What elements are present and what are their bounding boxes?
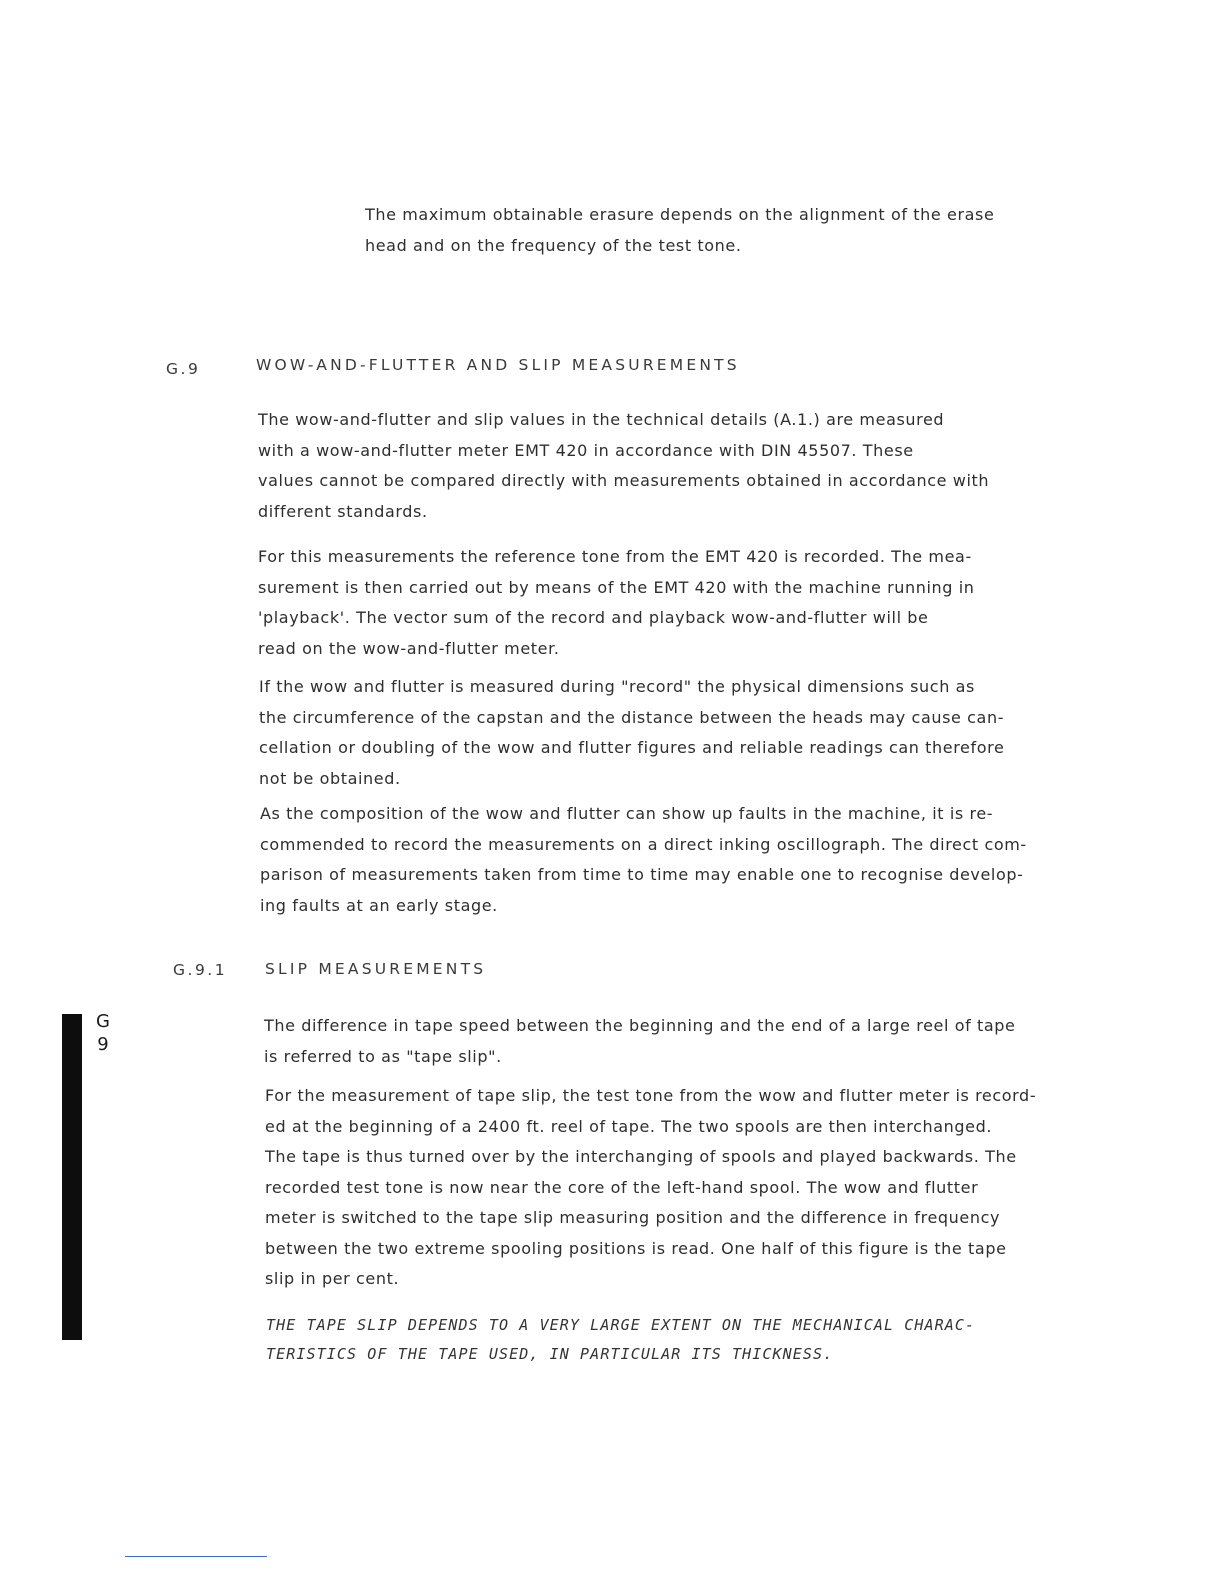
text-line: head and on the frequency of the test tone. [365, 235, 742, 255]
text-line: meter is switched to the tape slip measuring position and the difference in frequency [265, 1208, 1001, 1227]
body-paragraph [264, 1011, 1016, 1072]
intro-paragraph [365, 200, 1005, 261]
note-line: THE TAPE SLIP DEPENDS TO A VERY LARGE EXTENT ON THE MECHANICAL CHARAC- [266, 1316, 976, 1334]
text-line: between the two extreme spooling positions is read. One half of this figure is the tape [265, 1238, 1007, 1258]
text-line: 'playback'. The vector sum of the record and playback wow-and-flutter will be [258, 608, 929, 627]
section-heading: WOW-AND-FLUTTER AND SLIP MEASUREMENTS [256, 356, 740, 374]
text-line: The difference in tape speed between the beginning and the end of a large reel of tape [264, 1016, 1016, 1035]
text-line: For this measurements the reference tone from the EMT 420 is recorded. The mea- [258, 547, 972, 566]
text-line: is referred to as "tape slip". [264, 1046, 502, 1066]
note-line: TERISTICS OF THE TAPE USED, IN PARTICULAR ITS THICKNESS. [266, 1345, 834, 1363]
text-line: different standards. [258, 501, 428, 521]
text-line: parison of measurements taken from time to time may enable one to recognise develop- [260, 865, 1024, 884]
text-line: surement is then carried out by means of the EMT 420 with the machine running in [258, 577, 975, 597]
text-line: with a wow-and-flutter meter EMT 420 in accordance with DIN 45507. These [258, 440, 914, 460]
text-line: cellation or doubling of the wow and flutter figures and reliable readings can therefore [259, 738, 1005, 757]
footer-rule [125, 1556, 267, 1557]
text-line: If the wow and flutter is measured during "record" the physical dimensions such as [259, 677, 975, 696]
text-line: The wow-and-flutter and slip values in the technical details (A.1.) are measured [258, 410, 945, 429]
body-paragraph [258, 542, 998, 664]
text-line: ed at the beginning of a 2400 ft. reel of tape. The two spools are then interchanged. [265, 1116, 993, 1136]
section-number: G.9 [166, 360, 201, 378]
body-paragraph [259, 672, 1005, 794]
text-line: As the composition of the wow and flutter can show up faults in the machine, it is re- [260, 804, 994, 823]
text-line: not be obtained. [259, 768, 401, 788]
text-line: values cannot be compared directly with measurements obtained in accordance with [258, 471, 990, 490]
text-line: recorded test tone is now near the core of the left-hand spool. The wow and flutter [265, 1177, 979, 1197]
section-tab-letter: G [96, 1011, 110, 1032]
subsection-heading: SLIP MEASUREMENTS [265, 960, 487, 978]
subsection-number: G.9.1 [173, 961, 228, 979]
body-paragraph [258, 405, 998, 527]
text-line: For the measurement of tape slip, the test tone from the wow and flutter meter is record- [265, 1086, 1037, 1105]
warning-note [266, 1311, 1006, 1369]
text-line: The tape is thus turned over by the interchanging of spools and played backwards. The [265, 1147, 1017, 1166]
text-line: the circumference of the capstan and the distance between the heads may cause can- [259, 707, 1005, 727]
section-tab-number: 9 [97, 1034, 109, 1055]
body-paragraph [265, 1081, 1037, 1295]
text-line: slip in per cent. [265, 1269, 400, 1288]
text-line: The maximum obtainable erasure depends on the alignment of the erase [365, 205, 995, 224]
section-tab-bar [62, 1014, 82, 1340]
text-line: ing faults at an early stage. [260, 895, 498, 915]
body-paragraph [260, 799, 1027, 921]
text-line: commended to record the measurements on a direct inking oscillograph. The direct com- [260, 834, 1027, 854]
text-line: read on the wow-and-flutter meter. [258, 638, 560, 658]
